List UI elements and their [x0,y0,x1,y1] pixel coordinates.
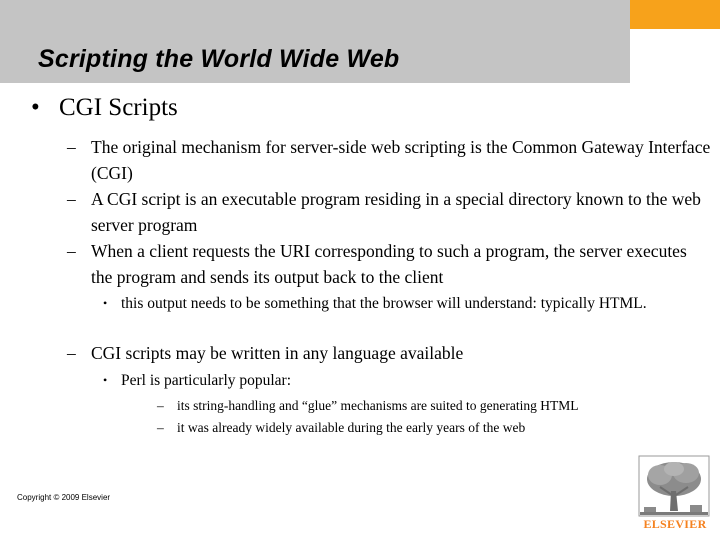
level4-bullet-text: it was already widely available during the early years of the web [177,420,526,435]
dash-marker: – [157,420,164,435]
sub-sub-bullet-output [103,292,691,315]
sub-bullet-text: The original mechanism for server-side web scripting is the Common Gateway Interface (CGI) [91,137,711,183]
accent-tab [630,0,720,29]
dash-marker: – [67,343,76,363]
sub-bullet-1 [67,134,711,186]
sub-bullet-4 [67,340,711,366]
sub-bullet-3 [67,238,711,290]
sub-bullet-text: A CGI script is an executable program residing in a special directory known to the web server program [91,189,701,235]
dash-marker: – [67,241,76,261]
dash-marker: – [67,189,76,209]
sub-bullet-text: CGI scripts may be written in any language available [91,343,464,363]
level4-bullet-1 [157,395,697,417]
dash-marker: – [67,137,76,157]
sub-sub-bullet-perl [103,369,691,392]
sub-sub-bullet-text: this output needs to be something that the browser will understand: typically HTML. [121,295,647,312]
sub-bullet-2 [67,186,711,238]
sub-sub-bullet-text: Perl is particularly popular: [121,372,292,389]
bullet-marker: • [31,94,40,121]
level4-bullet-2 [157,417,697,439]
dash-marker: – [157,398,164,413]
bullet-marker: • [103,373,108,387]
bullet-marker: • [103,296,108,310]
copyright-notice: Copyright © 2009 Elsevier [17,493,111,502]
level4-bullet-text: its string-handling and “glue” mechanisms are suited to generating HTML [177,398,579,413]
main-bullet [31,94,178,122]
sub-bullet-text: When a client requests the URI corresponding to such a program, the server executes the program and sends its output back to the client [91,241,687,287]
elsevier-logo-text: ELSEVIER [643,517,707,531]
slide-title: Scripting the World Wide Web [38,45,400,73]
main-bullet-text: CGI Scripts [59,94,178,121]
